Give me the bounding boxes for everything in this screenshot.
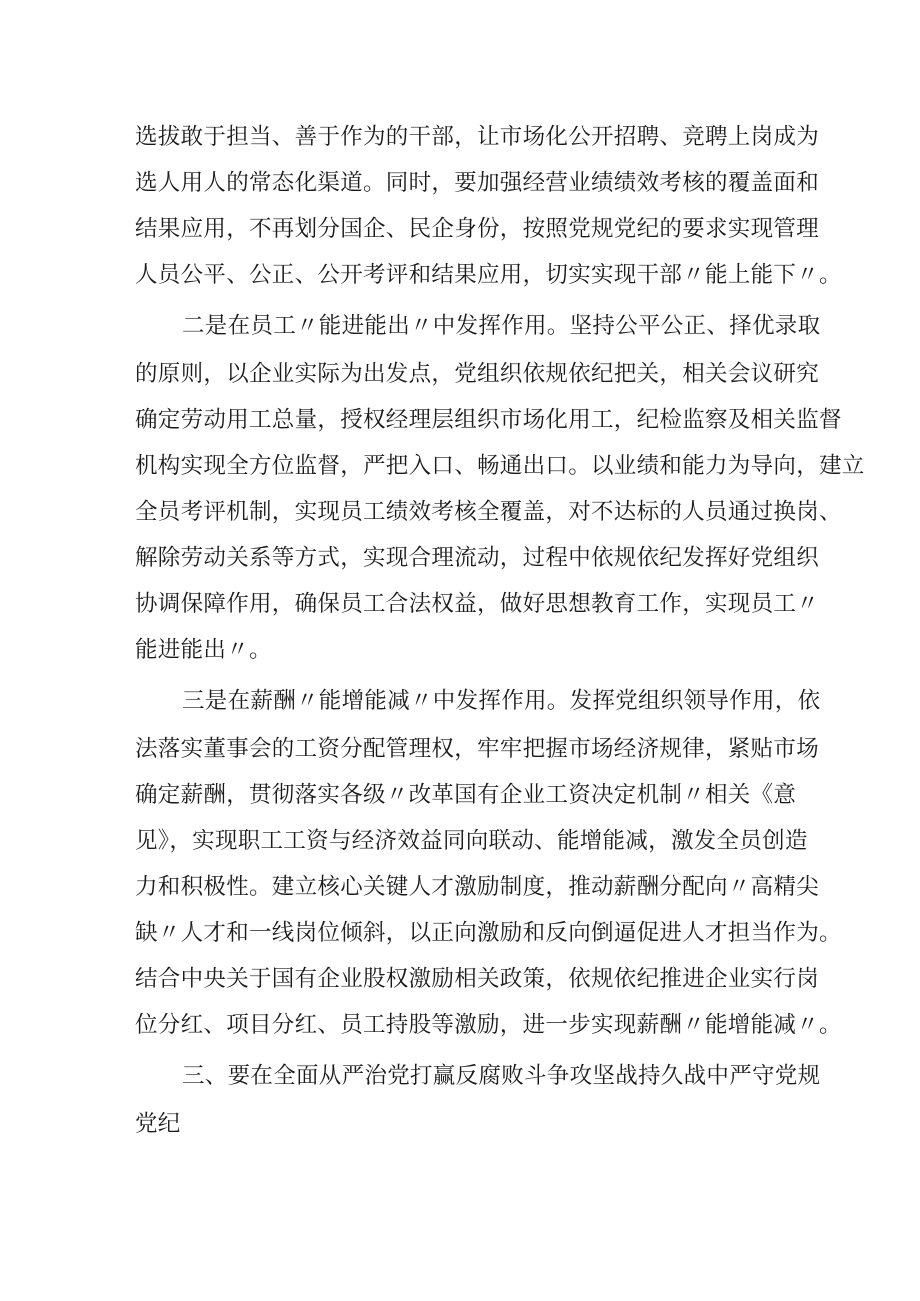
section-heading-line-2: 党纪: [135, 1111, 181, 1137]
paragraph-3-line-1: 三是在薪酬〃能增能减〃中发挥作用。发挥党组织领导作用，依: [182, 688, 821, 714]
paragraph-3-line-7: 结合中央关于国有企业股权激励相关政策，依规依纪推进企业实行岗: [135, 966, 820, 992]
paragraph-2-line-6: 解除劳动关系等方式，实现合理流动，过程中依规依纪发挥好党组织: [135, 545, 820, 571]
paragraph-2-line-7: 协调保障作用，确保员工合法权益，做好思想教育工作，实现员工〃: [135, 591, 820, 617]
paragraph-line-2: 选人用人的常态化渠道。同时，要加强经营业绩绩效考核的覆盖面和: [135, 170, 820, 196]
paragraph-3-line-4: 见》，实现职工工资与经济效益同向联动、能增能减，激发全员创造: [135, 828, 808, 854]
paragraph-2-line-4: 机构实现全方位监督，严把入口、畅通出口。以业绩和能力为导向，建立: [135, 453, 865, 479]
paragraph-2-line-8: 能进能出〃。: [135, 637, 272, 663]
paragraph-2-line-2: 的原则，以企业实际为出发点，党组织依规依纪把关，相关会议研究: [135, 361, 820, 387]
paragraph-3-line-2: 法落实董事会的工资分配管理权，牢牢把握市场经济规律，紧贴市场: [135, 736, 820, 762]
paragraph-2-line-1: 二是在员工〃能进能出〃中发挥作用。坚持公平公正、择优录取: [182, 313, 821, 339]
paragraph-line-4: 人员公平、公正、公开考评和结果应用，切实实现干部〃能上能下〃。: [135, 262, 842, 288]
paragraph-2-line-5: 全员考评机制，实现员工绩效考核全覆盖，对不达标的人员通过换岗、: [135, 499, 842, 525]
paragraph-line-1: 选拔敢于担当、善于作为的干部，让市场化公开招聘、竞聘上岗成为: [135, 124, 820, 150]
paragraph-line-3: 结果应用，不再划分国企、民企身份，按照党规党纪的要求实现管理: [135, 216, 820, 242]
paragraph-3-line-6: 缺〃人才和一线岗位倾斜，以正向激励和反向倒逼促进人才担当作为。: [135, 920, 842, 946]
paragraph-3-line-8: 位分红、项目分红、员工持股等激励，进一步实现薪酬〃能增能减〃。: [135, 1012, 842, 1038]
paragraph-3-line-5: 力和积极性。建立核心关键人才激励制度，推动薪酬分配向〃高精尖: [135, 874, 820, 900]
paragraph-2-line-3: 确定劳动用工总量，授权经理层组织市场化用工，纪检监察及相关监督: [135, 407, 842, 433]
paragraph-3-line-3: 确定薪酬，贯彻落实各级〃改革国有企业工资决定机制〃相关《意: [135, 782, 797, 808]
section-heading-line-1: 三、要在全面从严治党打赢反腐败斗争攻坚战持久战中严守党规: [182, 1063, 821, 1089]
